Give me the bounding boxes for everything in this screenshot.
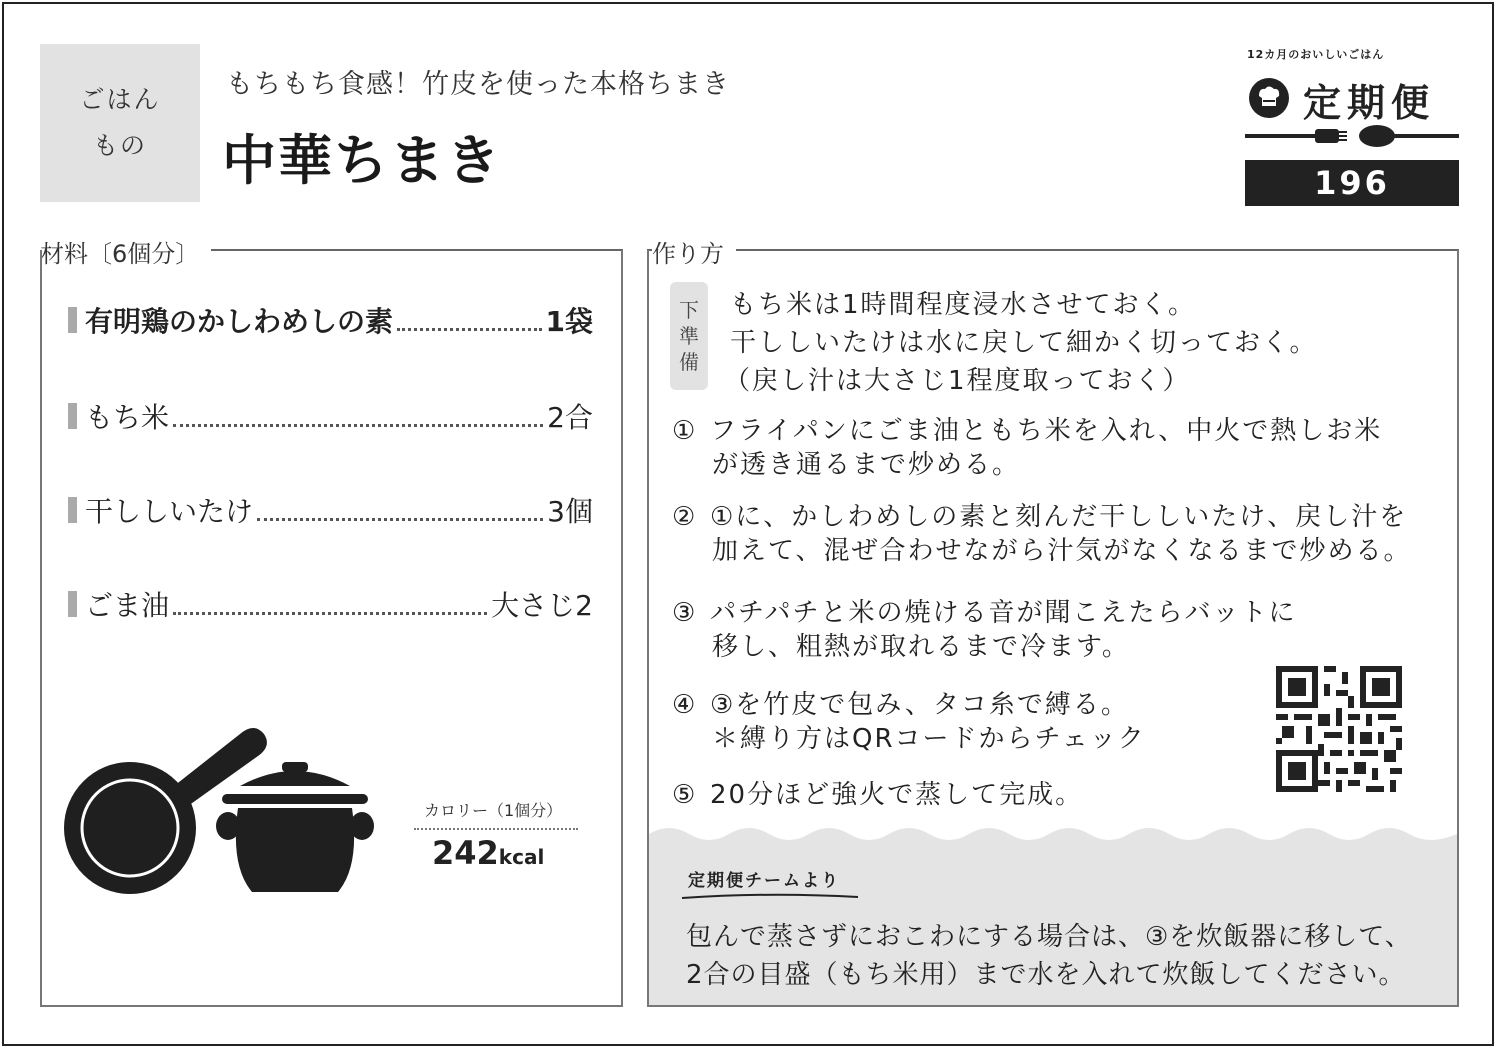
step-text: ①に、かしわめしの素と刻んだ干ししいたけ、戻し汁を [710,502,1408,532]
step-number: ⑤ [672,780,698,810]
step-text: フライパンにごま油ともち米を入れ、中火で熱しお米 [710,416,1383,446]
calorie-divider [414,828,578,830]
step-number: ② [672,502,698,532]
step-text-continued: 加えて、混ぜ合わせながら汁気がなくなるまで炒める。 [712,536,1412,566]
ingredient-name: もち米 [85,401,170,434]
ingredient-marker [68,591,77,617]
step-item [672,688,1146,756]
brand-name: 定期便 [1303,81,1436,125]
note-title-underline [680,892,860,902]
dot-leader [173,424,543,427]
recipe-subtitle: もちもち食感！竹皮を使った本格ちまき [226,69,730,100]
ingredient-name: ごま油 [85,589,170,622]
ingredient-marker [68,403,77,429]
step-text: パチパチと米の焼ける音が聞こえたらバットに [710,598,1297,628]
brand-block [1245,46,1459,208]
ingredient-marker [68,307,77,333]
ingredient-amount: 1袋 [545,305,593,338]
calorie-value-block [432,834,544,872]
brand-tagline: 12カ月のおいしいごはん [1247,48,1385,61]
recipe-title: 中華ちまき [222,129,502,192]
note-text [686,918,1412,994]
ingredient-amount: 2合 [547,401,593,434]
ingredient-name: 干ししいたけ [85,495,254,528]
prep-badge [670,282,708,390]
ingredient-row [68,490,593,530]
prep-badge-char: 準 [679,324,699,348]
ingredient-row [68,300,593,340]
calorie-unit: kcal [498,845,545,869]
step-text-continued: 移し、粗熱が取れるまで冷ます。 [712,632,1130,662]
calorie-value: 242 [432,834,499,872]
step-item [672,500,1411,568]
ingredient-marker [68,497,77,523]
prep-line: 干ししいたけは水に戻して細かく切っておく。 [730,328,1318,358]
frying-pan-and-pot-icon [62,716,392,896]
step-number: ① [672,416,698,446]
category-label-line1: ごはん [79,85,161,114]
dot-leader [257,518,543,521]
step-text: ③を竹皮で包み、タコ糸で縛る。 [710,690,1129,720]
step-item [672,596,1296,664]
note-line: 2合の目盛（もち米用）まで水を入れて炊飯してください。 [686,960,1406,990]
method-heading: 作り方 [652,234,736,269]
prep-badge-char: 下 [679,298,699,322]
prep-line: もち米は1時間程度浸水させておく。 [730,290,1197,320]
ingredients-heading: 材料〔6個分〕 [40,234,211,269]
step-item [672,414,1382,482]
prep-line: （戻し汁は大さじ1程度取っておく） [724,366,1191,396]
ingredient-amount: 大さじ2 [491,589,593,622]
step-number: ③ [672,598,698,628]
ingredient-name: 有明鶏のかしわめしの素 [85,305,394,338]
category-label-line2: もの [92,131,147,160]
category-box [40,44,200,202]
step-text-continued: が透き通るまで炒める。 [712,450,1021,480]
dot-leader [173,612,487,615]
dot-leader [397,328,542,331]
fork-spoon-divider-icon [1245,122,1459,150]
calorie-label: カロリー（1個分） [424,801,563,820]
step-number: ④ [672,690,698,720]
ingredient-row [68,584,593,624]
prep-badge-char: 備 [679,350,699,374]
issue-number: 196 [1245,160,1459,206]
ingredient-row [68,396,593,436]
step-item [672,778,1083,812]
qr-code-icon[interactable] [1276,666,1402,792]
note-line: 包んで蒸さずにおこわにする場合は、③を炊飯器に移して、 [686,922,1412,952]
chef-hat-logo-icon [1247,76,1291,120]
note-title: 定期便チームより [688,871,840,891]
step-text-continued: ＊縛り方はQRコードからチェック [712,724,1146,754]
step-text: 20分ほど強火で蒸して完成。 [710,780,1084,810]
ingredient-amount: 3個 [547,495,593,528]
